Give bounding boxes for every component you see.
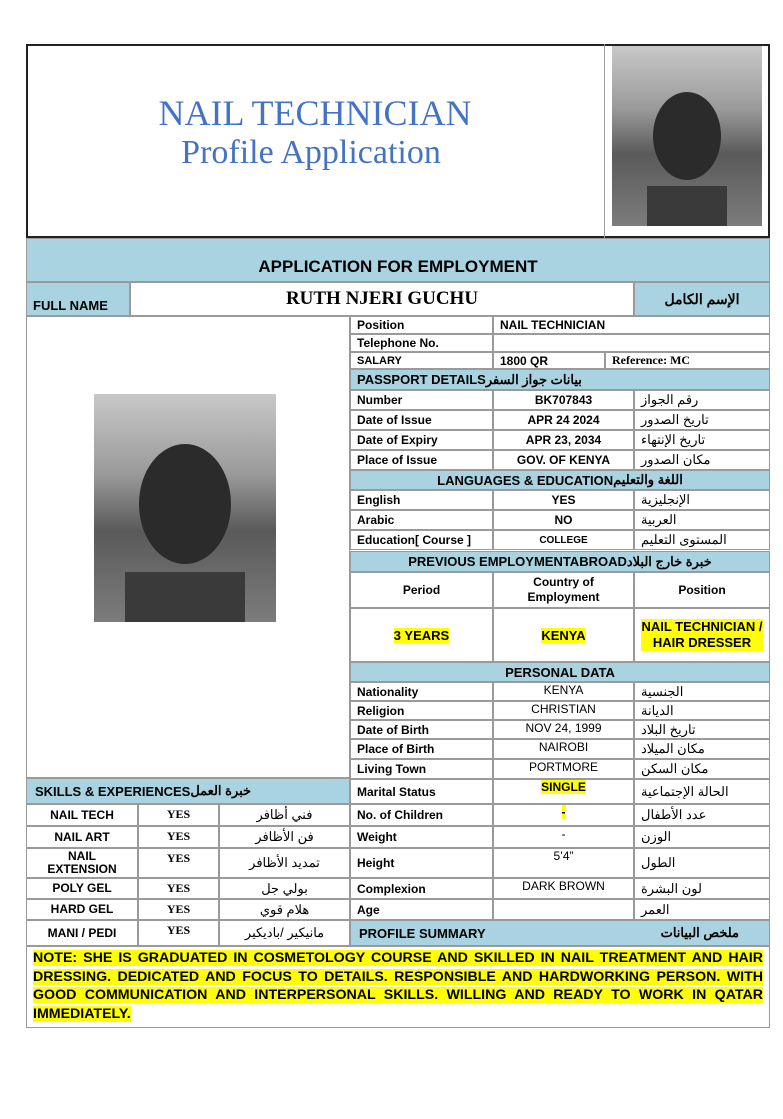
personal-row-label: Place of Birth xyxy=(350,739,493,759)
personal-row-value xyxy=(493,899,634,920)
employment-col-country-text: Country of Employment xyxy=(527,575,600,604)
skill-ar: مانيكير /باديكير xyxy=(219,920,350,946)
header-title: NAIL TECHNICIAN xyxy=(158,93,472,133)
passport-row-ar: تاريخ الإنتهاء xyxy=(634,430,770,450)
personal-row-value xyxy=(493,720,634,739)
summary-header xyxy=(350,920,770,946)
personal-row-ar: الحالة الإجتماعية xyxy=(634,779,770,804)
personal-row-value xyxy=(493,701,634,720)
employment-title-ar: خبرة خارج البلاد xyxy=(626,553,712,569)
personal-row-label: Weight xyxy=(350,826,493,848)
personal-row-value xyxy=(493,804,634,826)
language-row-value: YES xyxy=(493,490,634,510)
languages-title: LANGUAGES & EDUCATION xyxy=(437,472,614,488)
personal-row-value xyxy=(493,848,634,878)
skill-ar: فني أظافر xyxy=(219,804,350,826)
skills-header xyxy=(26,778,350,804)
employment-position-value: NAIL TECHNICIAN / HAIR DRESSER xyxy=(641,619,763,650)
summary-box xyxy=(26,946,770,1028)
passport-row-value: BK707843 xyxy=(493,390,634,410)
language-row-ar: الإنجليزية xyxy=(634,490,770,510)
passport-row-label: Date of Expiry xyxy=(350,430,493,450)
employment-country-value: KENYA xyxy=(541,627,586,643)
passport-row-value: APR 23, 2034 xyxy=(493,430,634,450)
language-row-ar: المستوى التعليم xyxy=(634,530,770,550)
employment-country xyxy=(493,608,634,662)
skills-title-ar: خبرة العمل xyxy=(190,783,252,798)
languages-header xyxy=(350,470,770,490)
personal-row-label: Nationality xyxy=(350,682,493,701)
skill-name: NAIL TECH xyxy=(26,804,138,826)
personal-row-value xyxy=(493,826,634,848)
personal-row-ar: لون البشرة xyxy=(634,878,770,899)
skill-name: POLY GEL xyxy=(26,878,138,899)
employment-period xyxy=(350,608,493,662)
employment-period-value: 3 YEARS xyxy=(393,627,450,643)
employment-position xyxy=(634,608,770,662)
passport-title-ar: بيانات جواز السفر xyxy=(485,371,582,387)
personal-row-ar: عدد الأطفال xyxy=(634,804,770,826)
passport-row-label: Date of Issue xyxy=(350,410,493,430)
personal-row-value-text: NOV 24, 1999 xyxy=(525,721,602,735)
personal-row-ar: مكان الميلاد xyxy=(634,739,770,759)
personal-row-value xyxy=(493,682,634,701)
skill-ar: هلام قوي xyxy=(219,899,350,920)
summary-note: NOTE: SHE IS GRADUATED IN COSMETOLOGY COURSE AND SKILLED IN NAIL TREATMENT AND HAIR DRESSING. DEDICATED AND FOCUS TO DETAILS. RESPONSIBLE AND HARDWORKING PERSON. WITH GOOD COMMUNICATION AND INTERPERSONAL SKILLS. WILLING AND READY TO WORK IN QATAR IMMEDIATELY. xyxy=(33,950,763,1022)
personal-row-ar: الجنسية xyxy=(634,682,770,701)
personal-row-value-text: CHRISTIAN xyxy=(531,702,596,716)
personal-row-label: Date of Birth xyxy=(350,720,493,739)
full-name-ar: الإسم الكامل xyxy=(634,282,770,316)
employment-col-position: Position xyxy=(634,572,770,608)
personal-row-value xyxy=(493,878,634,899)
skill-name: NAIL EXTENSION xyxy=(26,848,138,878)
personal-row-value-text: - xyxy=(561,827,566,841)
skill-ar: تمديد الأظافر xyxy=(219,848,350,878)
language-row-label: English xyxy=(350,490,493,510)
language-row-label: Education[ Course ] xyxy=(350,530,493,550)
language-row-ar: العربية xyxy=(634,510,770,530)
skill-value: YES xyxy=(138,878,219,899)
telephone-value xyxy=(493,334,770,352)
languages-title-ar: اللغة والتعليم xyxy=(613,472,683,487)
personal-row-label: Complexion xyxy=(350,878,493,899)
summary-text xyxy=(33,949,763,1023)
passport-row-ar: تاريخ الصدور xyxy=(634,410,770,430)
language-row-value: COLLEGE xyxy=(493,530,634,550)
skill-ar: فن الأظافر xyxy=(219,826,350,848)
personal-row-value-text: NAIROBI xyxy=(538,740,589,754)
skill-value: YES xyxy=(138,804,219,826)
personal-row-ar: مكان السكن xyxy=(634,759,770,779)
personal-row-label: Marital Status xyxy=(350,779,493,804)
personal-row-ar: الطول xyxy=(634,848,770,878)
employment-header xyxy=(350,551,770,572)
skill-value: YES xyxy=(138,826,219,848)
skill-value: YES xyxy=(138,920,219,946)
salary-value: 1800 QR xyxy=(493,352,605,369)
skills-title: SKILLS & EXPERIENCES xyxy=(35,783,191,799)
skill-name: NAIL ART xyxy=(26,826,138,848)
personal-row-label: Age xyxy=(350,899,493,920)
language-row-label: Arabic xyxy=(350,510,493,530)
personal-row-label: Height xyxy=(350,848,493,878)
passport-row-ar: مكان الصدور xyxy=(634,450,770,470)
personal-row-value-text: DARK BROWN xyxy=(522,879,605,893)
skill-name: HARD GEL xyxy=(26,899,138,920)
employment-title: PREVIOUS EMPLOYMENTABROAD xyxy=(408,554,627,569)
personal-row-value xyxy=(493,779,634,804)
summary-title: PROFILE SUMMARY xyxy=(359,925,486,941)
full-name-value: RUTH NJERI GUCHU xyxy=(130,282,634,316)
main-photo xyxy=(94,394,276,622)
header-photo xyxy=(612,46,762,226)
passport-row-value: GOV. OF KENYA xyxy=(493,450,634,470)
employment-col-country xyxy=(493,572,634,608)
reference: Reference: MC xyxy=(605,352,770,369)
personal-row-ar: الديانة xyxy=(634,701,770,720)
personal-row-ar: تاريخ البلاد xyxy=(634,720,770,739)
telephone-label: Telephone No. xyxy=(350,334,493,352)
personal-row-label: Religion xyxy=(350,701,493,720)
position-value: NAIL TECHNICIAN xyxy=(493,316,770,334)
portrait-icon xyxy=(105,422,265,622)
personal-row-label: Living Town xyxy=(350,759,493,779)
personal-row-value-text: - xyxy=(561,805,566,819)
salary-label: SALARY xyxy=(350,352,493,369)
summary-title-ar: ملخص البيانات xyxy=(660,925,739,940)
personal-row-value-text: KENYA xyxy=(543,683,584,697)
passport-row-label: Number xyxy=(350,390,493,410)
employment-col-period: Period xyxy=(350,572,493,608)
header-subtitle: Profile Application xyxy=(181,134,441,171)
language-row-value: NO xyxy=(493,510,634,530)
personal-row-ar: العمر xyxy=(634,899,770,920)
skill-name: MANI / PEDI xyxy=(26,920,138,946)
passport-row-label: Place of Issue xyxy=(350,450,493,470)
skill-value: YES xyxy=(138,899,219,920)
personal-row-value-text: 5’4” xyxy=(553,849,574,863)
skill-value: YES xyxy=(138,848,219,878)
personal-header: PERSONAL DATA xyxy=(350,662,770,682)
full-name-label: FULL NAME xyxy=(26,282,130,316)
passport-row-ar: رقم الجواز xyxy=(634,390,770,410)
portrait-icon xyxy=(627,76,747,226)
personal-row-label: No. of Children xyxy=(350,804,493,826)
personal-row-value-text: PORTMORE xyxy=(528,760,599,774)
passport-header xyxy=(350,369,770,390)
passport-row-value: APR 24 2024 xyxy=(493,410,634,430)
skill-ar: بولي جل xyxy=(219,878,350,899)
position-label: Position xyxy=(350,316,493,334)
personal-row-value-text: SINGLE xyxy=(541,780,586,794)
passport-title: PASSPORT DETAILS xyxy=(357,372,486,387)
personal-row-ar: الوزن xyxy=(634,826,770,848)
form-title: APPLICATION FOR EMPLOYMENT xyxy=(26,238,770,282)
personal-row-value xyxy=(493,739,634,759)
personal-row-value xyxy=(493,759,634,779)
